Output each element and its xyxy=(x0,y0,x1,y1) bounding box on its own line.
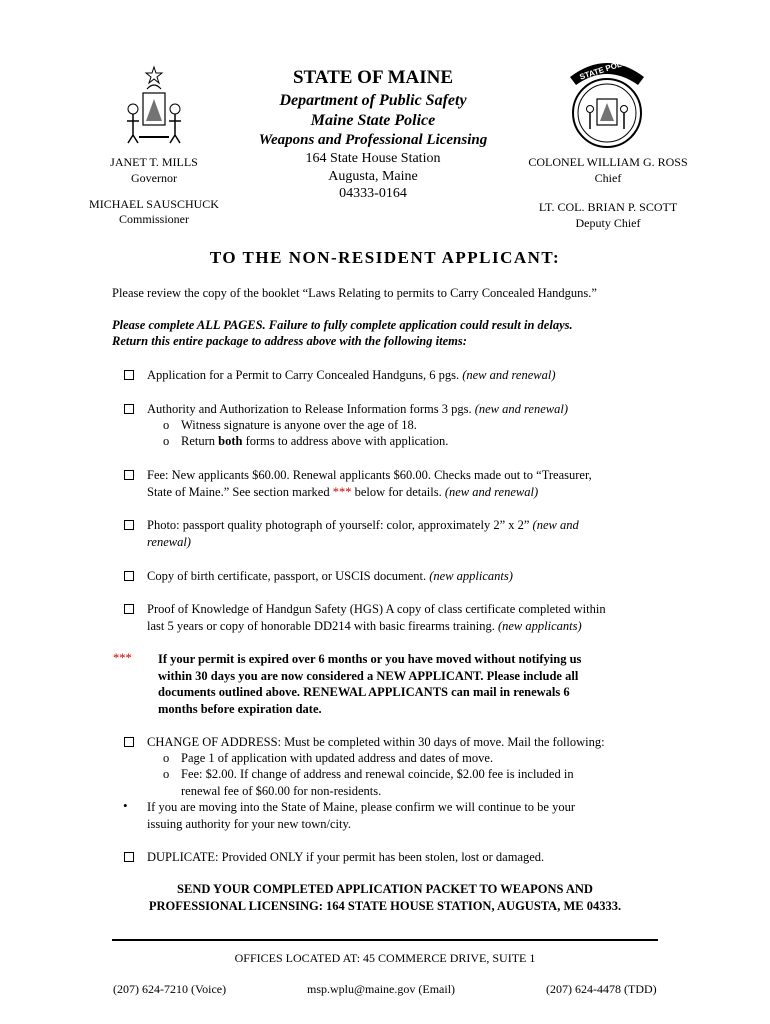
maine-state-seal-icon xyxy=(113,63,195,145)
deputy-title: Deputy Chief xyxy=(575,216,641,230)
address-line-2: Augusta, Maine xyxy=(328,169,418,184)
item-photo: Photo: passport quality photograph of yourself: color, approximately 2” x 2” (new and renewal) xyxy=(147,518,579,549)
item-duplicate: DUPLICATE: Provided ONLY if your permit has been stolen, lost or damaged. xyxy=(147,850,545,864)
instructions-line-1: Please complete ALL PAGES. Failure to fully complete application could result in delays. xyxy=(112,318,573,332)
intro-text: Please review the copy of the booklet “Laws Relating to permits to Carry Concealed Handguns.” xyxy=(112,286,597,300)
coa-moving-note: If you are moving into the State of Maine, please confirm we will continue to be your issuing authority for your new town/city. xyxy=(147,800,576,831)
coa-sub-1: o Page 1 of application with updated address and dates of move. xyxy=(163,751,494,765)
circle-bullet-icon: o xyxy=(163,434,170,448)
phone-voice: (207) 624-7210 (Voice) xyxy=(113,982,227,996)
notice-block: If your permit is expired over 6 months or you have moved without notifying us within 30 days you are now considered a NEW APPLICANT. Please include all documents outlined above. RENEWAL APPLICANTS can mail in renewals 6 months before expiration date. xyxy=(158,652,582,716)
department-heading: Department of Public Safety xyxy=(279,92,467,109)
deputy-name: LT. COL. BRIAN P. SCOTT xyxy=(538,200,678,214)
chief-name: COLONEL WILLIAM G. ROSS xyxy=(528,155,688,169)
commissioner-title: Commissioner xyxy=(118,212,189,226)
checkbox-authority[interactable] xyxy=(124,404,134,414)
chief-title: Chief xyxy=(594,171,622,185)
item-change-of-address: CHANGE OF ADDRESS: Must be completed within 30 days of move. Mail the following: xyxy=(147,735,605,749)
checkbox-birth[interactable] xyxy=(124,571,134,581)
state-police-badge-icon xyxy=(566,55,648,155)
email-link[interactable]: msp.wplu@maine.gov (Email) xyxy=(307,982,456,996)
instructions-line-2: Return this entire package to address above with the following items: xyxy=(112,334,467,348)
authority-sub-1: o Witness signature is anyone over the age of 18. xyxy=(163,418,417,432)
agency-heading: Maine State Police xyxy=(310,112,436,129)
checkbox-application[interactable] xyxy=(124,370,134,380)
notice-stars: *** xyxy=(113,651,132,665)
phone-tdd: (207) 624-4478 (TDD) xyxy=(546,982,657,996)
offices-location: OFFICES LOCATED AT: 45 COMMERCE DRIVE, SUITE 1 xyxy=(234,951,536,965)
address-line-1: 164 State House Station xyxy=(305,151,441,166)
item-application: Application for a Permit to Carry Concealed Handguns, 6 pgs. (new and renewal) xyxy=(147,368,556,382)
checkbox-photo[interactable] xyxy=(124,520,134,530)
circle-bullet-icon: o xyxy=(163,767,170,781)
checkbox-duplicate[interactable] xyxy=(124,852,134,862)
item-hgs: Proof of Knowledge of Handgun Safety (HGS) A copy of class certificate completed within last 5 years or copy of honorable DD214 with basic firearms training. (new applicants) xyxy=(147,602,606,633)
authority-sub-2: o Return both forms to address above with application. xyxy=(163,434,449,448)
governor-title: Governor xyxy=(131,171,177,185)
item-fee: Fee: New applicants $60.00. Renewal applicants $60.00. Checks made out to “Treasurer, State of Maine.” See section marked *** below for details. (new and renewal) xyxy=(147,468,592,499)
address-line-3: 04333-0164 xyxy=(339,186,407,201)
division-heading: Weapons and Professional Licensing xyxy=(258,132,488,148)
circle-bullet-icon: o xyxy=(163,751,170,765)
send-instructions: SEND YOUR COMPLETED APPLICATION PACKET TO WEAPONS AND PROFESSIONAL LICENSING: 164 STATE HOUSE STATION, AUGUSTA, ME 04333. xyxy=(148,882,622,913)
dot-bullet-icon: • xyxy=(123,798,128,813)
badge-text: STATE POLICE xyxy=(578,55,636,82)
item-birth: Copy of birth certificate, passport, or USCIS document. (new applicants) xyxy=(147,569,513,583)
governor-name: JANET T. MILLS xyxy=(110,155,198,169)
checkbox-hgs[interactable] xyxy=(124,604,134,614)
page-title: TO THE NON-RESIDENT APPLICANT: xyxy=(209,248,561,267)
checkbox-change-of-address[interactable] xyxy=(124,737,134,747)
coa-sub-2: o Fee: $2.00. If change of address and renewal coincide, $2.00 fee is included in renewal fee of $60.00 for non-residents. xyxy=(163,767,574,798)
checkbox-fee[interactable] xyxy=(124,470,134,480)
state-heading: STATE OF MAINE xyxy=(292,67,454,88)
item-authority: Authority and Authorization to Release Information forms 3 pgs. (new and renewal) xyxy=(147,402,568,416)
commissioner-name: MICHAEL SAUSCHUCK xyxy=(89,197,219,211)
circle-bullet-icon: o xyxy=(163,418,170,432)
footer-divider xyxy=(112,939,658,941)
